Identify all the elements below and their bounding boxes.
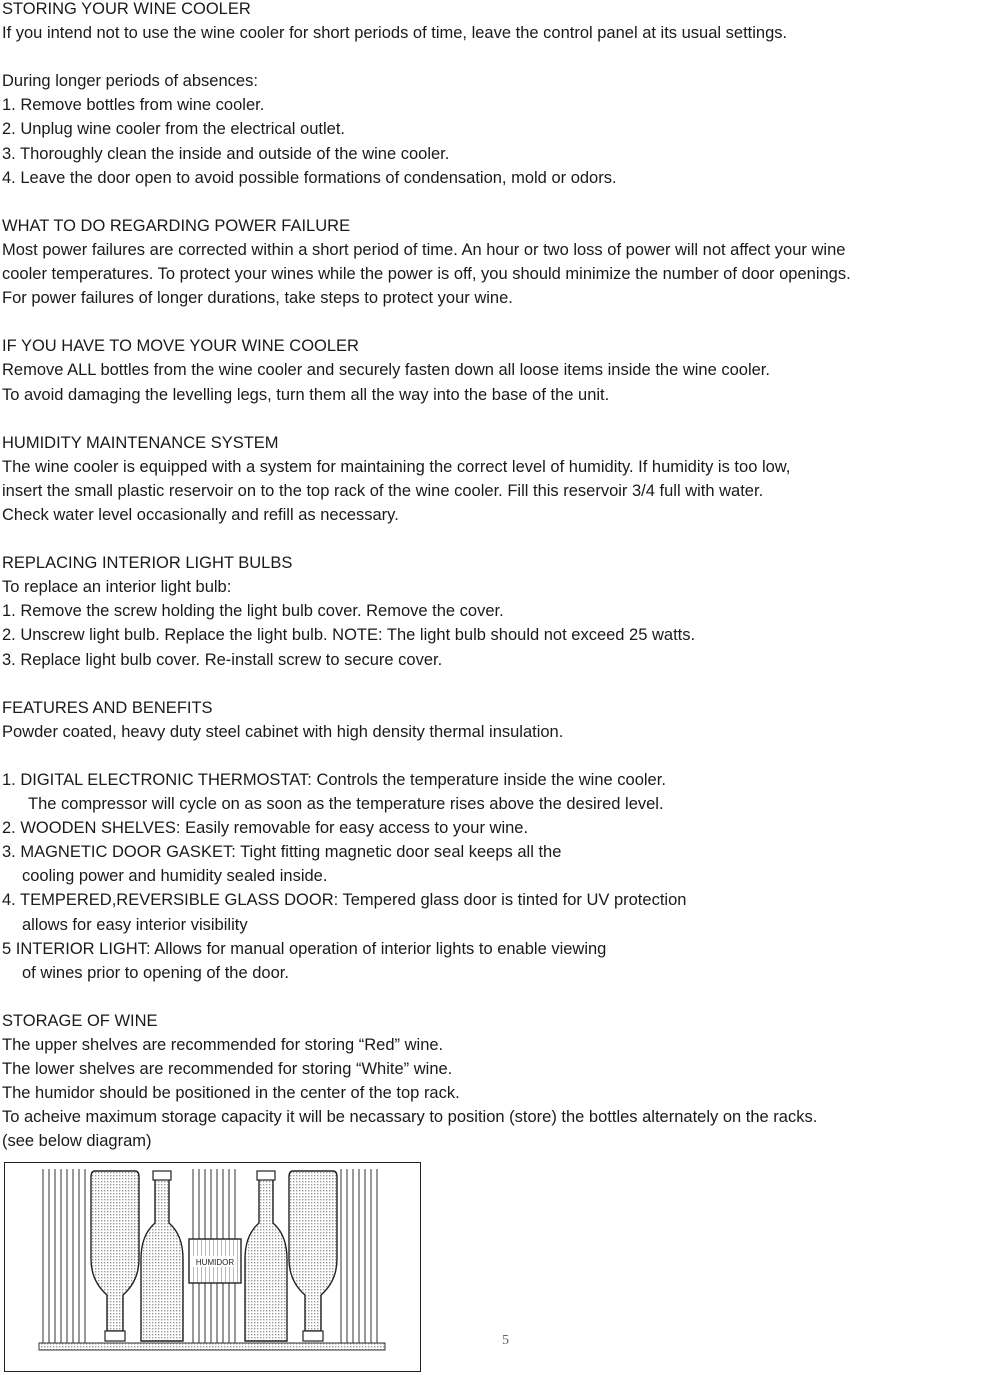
moving-text: Remove ALL bottles from the wine cooler and securely fasten down all loose items inside the wine cooler. xyxy=(2,361,770,380)
power-failure-text: cooler temperatures. To protect your wines while the power is off, you should minimize the number of door openings. xyxy=(2,265,851,284)
feature-item-interior-light: 5 INTERIOR LIGHT: Allows for manual operation of interior lights to enable viewing xyxy=(2,939,607,958)
section-heading-storage: STORAGE OF WINE xyxy=(2,1011,158,1030)
storage-text: To acheive maximum storage capacity it will be necassary to position (store) the bottles alternately on the racks. xyxy=(2,1108,818,1127)
section-heading-humidity: HUMIDITY MAINTENANCE SYSTEM xyxy=(2,433,279,452)
feature-item-shelves: 2. WOODEN SHELVES: Easily removable for easy access to your wine. xyxy=(2,819,529,838)
light-bulbs-lead: To replace an interior light bulb: xyxy=(2,578,232,597)
humidity-text: The wine cooler is equipped with a system for maintaining the correct level of humidity. If humidity is too low, xyxy=(2,457,791,476)
section-heading-light-bulbs: REPLACING INTERIOR LIGHT BULBS xyxy=(2,554,293,573)
wine-rack-diagram xyxy=(4,1162,421,1372)
light-bulbs-step: 1. Remove the screw holding the light bulb cover. Remove the cover. xyxy=(2,602,504,621)
feature-item-glass-door: 4. TEMPERED,REVERSIBLE GLASS DOOR: Tempered glass door is tinted for UV protection xyxy=(2,891,687,910)
feature-item-glass-door-cont: allows for easy interior visibility xyxy=(22,915,248,934)
humidity-text: Check water level occasionally and refill as necessary. xyxy=(2,505,399,524)
feature-item-gasket: 3. MAGNETIC DOOR GASKET: Tight fitting magnetic door seal keeps all the xyxy=(2,843,562,862)
wine-rack-illustration xyxy=(5,1163,419,1370)
section-heading-power-failure: WHAT TO DO REGARDING POWER FAILURE xyxy=(2,216,351,235)
storing-intro: If you intend not to use the wine cooler for short periods of time, leave the control panel at its usual settings. xyxy=(2,24,788,43)
storage-text: (see below diagram) xyxy=(2,1132,152,1151)
storage-text: The upper shelves are recommended for storing “Red” wine. xyxy=(2,1036,444,1055)
humidor-label: HUMIDOR xyxy=(195,1258,235,1267)
humidor-box xyxy=(189,1239,241,1283)
feature-item-thermostat-cont: The compressor will cycle on as soon as the temperature rises above the desired level. xyxy=(28,795,664,814)
humidity-text: insert the small plastic reservoir on to the top rack of the wine cooler. Fill this reservoir 3/4 full with water. xyxy=(2,481,764,500)
storing-step: 1. Remove bottles from wine cooler. xyxy=(2,96,265,115)
storage-text: The humidor should be positioned in the center of the top rack. xyxy=(2,1084,460,1103)
feature-item-thermostat: 1. DIGITAL ELECTRONIC THERMOSTAT: Controls the temperature inside the wine cooler. xyxy=(2,771,666,789)
section-heading-moving: IF YOU HAVE TO MOVE YOUR WINE COOLER xyxy=(2,337,359,356)
storing-step: 3. Thoroughly clean the inside and outside of the wine cooler. xyxy=(2,144,450,163)
storage-text: The lower shelves are recommended for storing “White” wine. xyxy=(2,1060,453,1079)
power-failure-text: Most power failures are corrected within a short period of time. An hour or two loss of power will not affect your wine xyxy=(2,240,846,259)
power-failure-text: For power failures of longer durations, take steps to protect your wine. xyxy=(2,289,513,308)
wine-bottle-4 xyxy=(289,1171,337,1341)
rack-base xyxy=(39,1343,385,1350)
storing-step: 2. Unplug wine cooler from the electrical outlet. xyxy=(2,120,346,139)
moving-text: To avoid damaging the levelling legs, turn them all the way into the base of the unit. xyxy=(2,385,610,404)
page-number: 5 xyxy=(502,1333,509,1348)
light-bulbs-step: 3. Replace light bulb cover. Re-install screw to secure cover. xyxy=(2,650,443,669)
wine-bottle-2 xyxy=(141,1171,183,1341)
feature-item-gasket-cont: cooling power and humidity sealed inside. xyxy=(22,867,328,886)
manual-page xyxy=(2,0,1005,1154)
section-heading-features: FEATURES AND BENEFITS xyxy=(2,698,213,717)
wine-bottle-1 xyxy=(91,1171,139,1341)
storing-absence-lead: During longer periods of absences: xyxy=(2,72,258,91)
wine-bottle-3 xyxy=(245,1171,287,1341)
section-heading-storing: STORING YOUR WINE COOLER xyxy=(2,0,251,18)
feature-item-interior-light-cont: of wines prior to opening of the door. xyxy=(22,963,289,982)
features-intro: Powder coated, heavy duty steel cabinet with high density thermal insulation. xyxy=(2,722,564,741)
light-bulbs-step: 2. Unscrew light bulb. Replace the light bulb. NOTE: The light bulb should not exceed 25 watts. xyxy=(2,626,696,645)
storing-step: 4. Leave the door open to avoid possible formations of condensation, mold or odors. xyxy=(2,168,617,187)
